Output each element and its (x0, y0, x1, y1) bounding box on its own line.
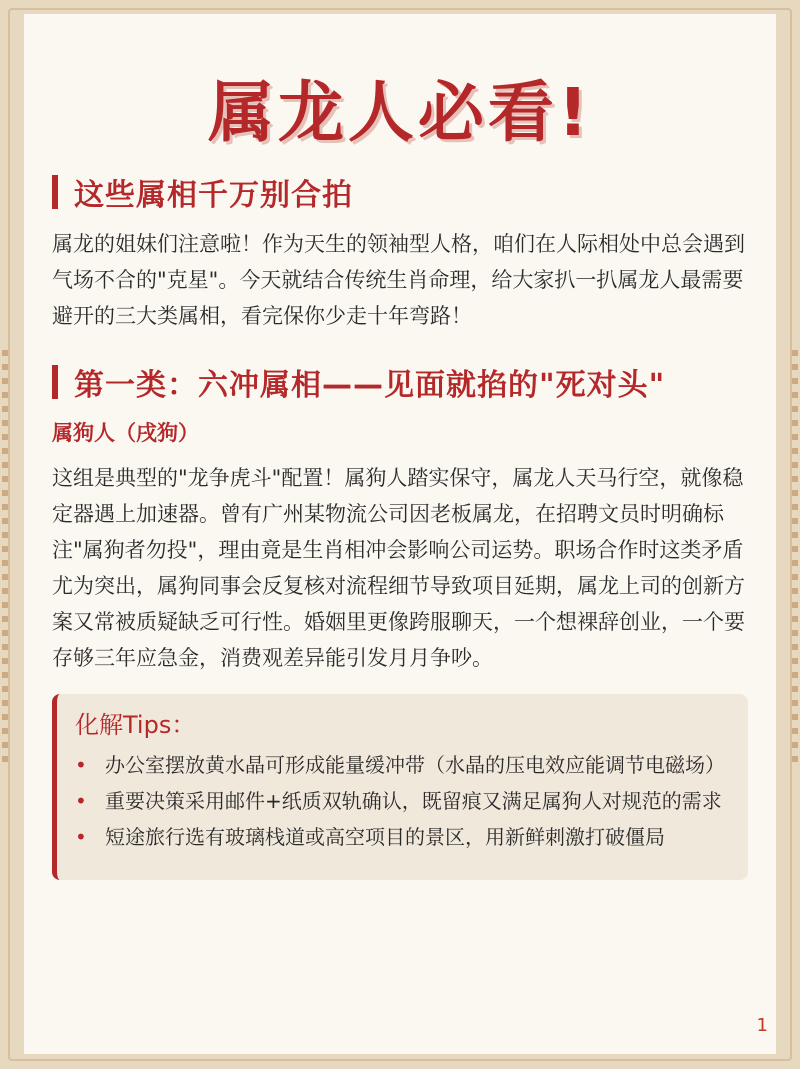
section-heading-text: 这些属相千万别合拍 (74, 178, 353, 213)
section-heading-text: 第一类：六冲属相——见面就掐的"死对头" (74, 368, 666, 403)
page-number: 1 (756, 1015, 768, 1036)
dog-paragraph: 这组是典型的"龙争虎斗"配置！属狗人踏实保守，属龙人天马行空，就像稳定器遇上加速器。曾有广州某物流公司因老板属龙，在招聘文员时明确标注"属狗者勿投"，理由竟是生肖相冲会影响公司运势。职场合作时这类矛盾尤为突出，属狗同事会反复核对流程细节导致项目延期，属龙上司的创新方案又常被质疑缺乏可行性。婚姻里更像跨服聊天，一个想裸辞创业，一个要存够三年应急金，消费观差异能引发月月争吵。 (52, 466, 745, 670)
tip-text: 短途旅行选有玻璃栈道或高空项目的景区，用新鲜刺激打破僵局 (105, 825, 665, 849)
tips-title: 化解Tips： (75, 711, 196, 739)
intro-paragraph: 属龙的姐妹们注意啦！作为天生的领袖型人格，咱们在人际相处中总会遇到气场不合的"克星"。今天就结合传统生肖命理，给大家扒一扒属龙人最需要避开的三大类属相，看完保你少走十年弯路！ (52, 232, 745, 328)
bullet-icon: • (75, 825, 87, 849)
sub-heading-dog: 属狗人（戌狗） (52, 421, 199, 445)
section-heading-2 (52, 360, 748, 404)
bullet-icon: • (75, 789, 87, 813)
section-heading-1 (52, 170, 748, 214)
tip-text: 办公室摆放黄水晶可形成能量缓冲带（水晶的压电效应能调节电磁场） (105, 753, 725, 777)
list-item (75, 822, 724, 852)
page-title: 属龙人必看! (207, 74, 593, 151)
page-content (24, 14, 776, 1054)
bullet-icon: • (75, 753, 87, 777)
list-item (75, 786, 724, 816)
list-item (75, 750, 724, 780)
tip-text: 重要决策采用邮件+纸质双轨确认，既留痕又满足属狗人对规范的需求 (105, 789, 722, 813)
heading-accent-bar (52, 365, 58, 399)
heading-accent-bar (52, 175, 58, 209)
tips-list (75, 750, 724, 852)
tips-box (52, 694, 748, 880)
